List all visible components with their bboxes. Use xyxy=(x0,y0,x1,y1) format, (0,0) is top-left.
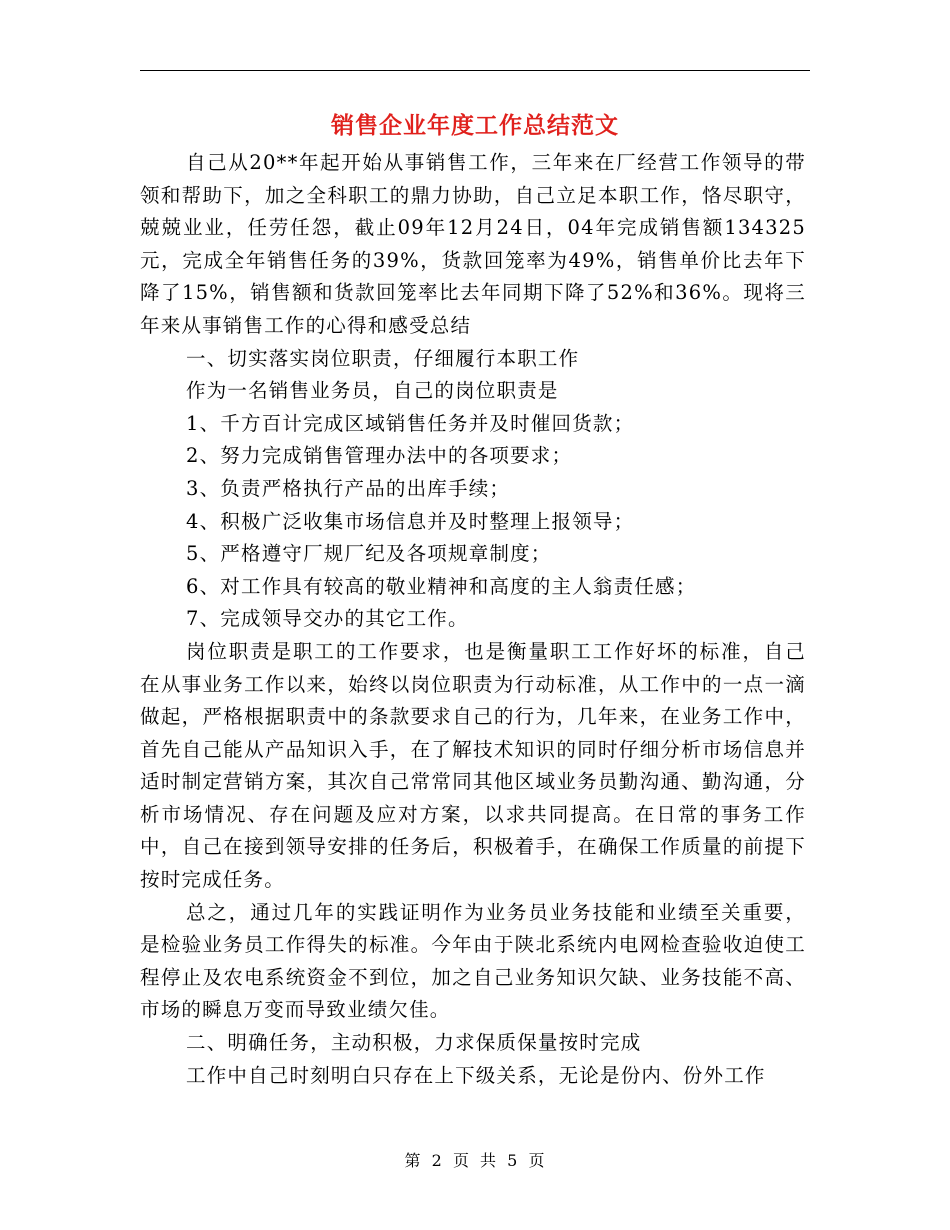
list-item-duty-3: 3、负责严格执行产品的出库手续； xyxy=(186,476,511,500)
list-item-duty-6: 6、对工作具有较高的敬业精神和高度的主人翁责任感； xyxy=(186,574,697,598)
document-body xyxy=(140,147,806,1092)
section-heading-1: 一、切实落实岗位职责，仔细履行本职工作 xyxy=(186,346,580,370)
paragraph-tasks: 工作中自己时刻明白只存在上下级关系，无论是份内、份外工作 xyxy=(186,1063,766,1087)
page-footer xyxy=(0,1150,950,1172)
footer-page-total: 5 xyxy=(507,1151,519,1170)
list-item-duty-5: 5、严格遵守厂规厂纪及各项规章制度； xyxy=(186,542,552,566)
list-item-duty-1: 1、千方百计完成区域销售任务并及时催回货款； xyxy=(186,411,635,435)
paragraph-intro: 自己从20**年起开始从事销售工作，三年来在厂经营工作领导的带领和帮助下，加之全科职工的鼎力协助，自己立足本职工作，恪尽职守，兢兢业业，任劳任怨，截止09年12月24日，04年完成销售额134325元，完成全年销售任务的39%，货款回笼率为49%，销售单价比去年下降了15%，销售额和货款回笼率比去年同期下降了52%和36%。现将三年来从事销售工作的心得和感受总结 xyxy=(140,151,806,337)
footer-total-unit: 页 xyxy=(528,1151,546,1170)
list-item-duty-4: 4、积极广泛收集市场信息并及时整理上报领导； xyxy=(186,509,635,533)
footer-page-unit: 页 xyxy=(452,1151,470,1170)
header-rule xyxy=(140,70,810,71)
paragraph-summary: 总之，通过几年的实践证明作为业务员业务技能和业绩至关重要，是检验业务员工作得失的标准。今年由于陕北系统内电网检查验收迫使工程停止及农电系统资金不到位，加之自己业务知识欠缺、业务技能不高、市场的瞬息万变而导致业绩欠佳。 xyxy=(140,900,806,1022)
footer-total-label: 共 xyxy=(480,1151,498,1170)
document-title: 销售企业年度工作总结范文 xyxy=(331,112,619,139)
footer-page-current: 2 xyxy=(431,1151,443,1170)
footer-page-label: 第 xyxy=(404,1151,422,1170)
list-item-duty-2: 2、努力完成销售管理办法中的各项要求； xyxy=(186,444,573,468)
section-heading-2: 二、明确任务，主动积极，力求保质保量按时完成 xyxy=(186,1031,642,1055)
paragraph-duties-practice: 岗位职责是职工的工作要求，也是衡量职工工作好坏的标准，自己在从事业务工作以来，始终以岗位职责为行动标准，从工作中的一点一滴做起，严格根据职责中的条款要求自己的行为，几年来，在业务工作中，首先自己能从产品知识入手，在了解技术知识的同时仔细分析市场信息并适时制定营销方案，其次自己常常同其他区域业务员勤沟通、勤沟通，分析市场情况、存在问题及应对方案，以求共同提高。在日常的事务工作中，自己在接到领导安排的任务后，积极着手，在确保工作质量的前提下按时完成任务。 xyxy=(140,639,806,892)
list-item-duty-7: 7、完成领导交办的其它工作。 xyxy=(186,607,469,631)
paragraph-duties-intro: 作为一名销售业务员，自己的岗位职责是 xyxy=(186,379,559,403)
